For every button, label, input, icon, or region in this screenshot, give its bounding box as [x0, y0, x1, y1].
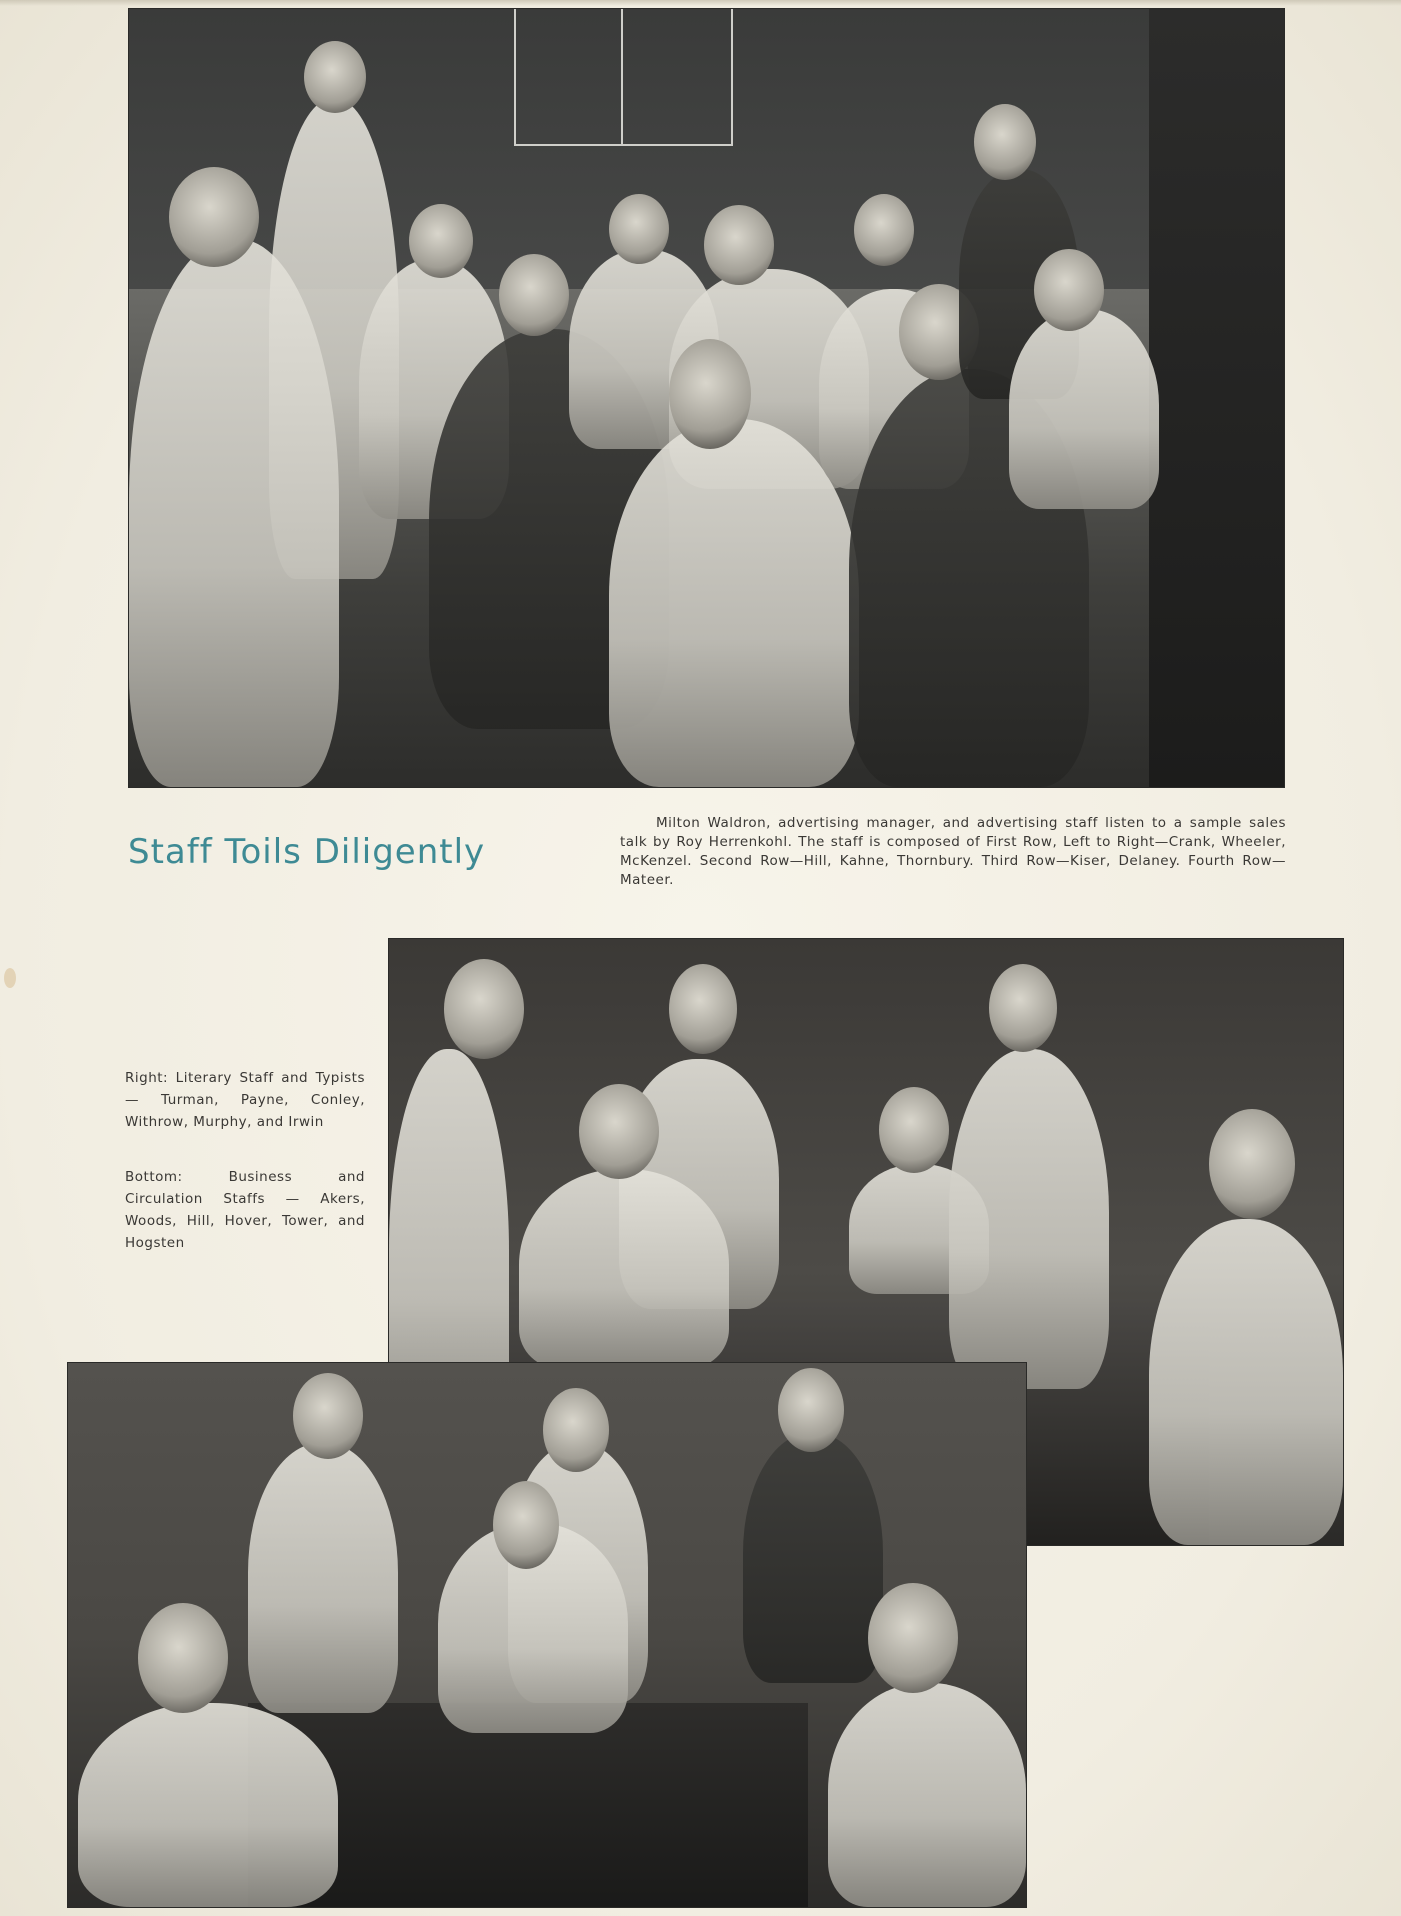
advertising-staff-photo — [128, 8, 1285, 788]
student-head — [1034, 249, 1104, 331]
typist-student — [1149, 1219, 1343, 1545]
student-head — [989, 964, 1057, 1052]
paper-stain — [4, 968, 16, 988]
student-head — [1209, 1109, 1295, 1219]
student-head — [854, 194, 914, 266]
student-head — [169, 167, 259, 267]
advertising-staff-caption: Milton Waldron, advertising manager, and advertising staff listen to a sample sales talk by Roy Herrenkohl. The staff is composed of First Row, Left to Right—Crank, Wheeler, McKenzel. Second Row—Hill, Kahne, Thornbury. Third Row—Kiser, Delaney. Fourth Row—Mateer. — [620, 814, 1286, 888]
student-head — [444, 959, 524, 1059]
student-head — [609, 194, 669, 264]
standing-student — [743, 1433, 883, 1683]
student-head — [138, 1603, 228, 1713]
student-head — [669, 339, 751, 449]
standing-student — [248, 1443, 398, 1713]
dark-wall — [1149, 9, 1284, 787]
seated-student — [1009, 309, 1159, 509]
literary-staff-caption: Right: Literary Staff and Typists — Turman, Payne, Conley, Withrow, Murphy, and Irwin — [125, 1069, 365, 1130]
business-staff-photo — [67, 1362, 1027, 1908]
student-head — [974, 104, 1036, 180]
student-head — [868, 1583, 958, 1693]
page-headline: Staff Toils Diligently — [128, 832, 486, 872]
student-head — [499, 254, 569, 336]
student-head — [579, 1084, 659, 1179]
student-head — [778, 1368, 844, 1452]
student-head — [409, 204, 473, 278]
student-head — [493, 1481, 559, 1569]
student-head — [304, 41, 366, 113]
student-head — [879, 1087, 949, 1173]
seated-student — [519, 1169, 729, 1369]
seated-student — [609, 419, 859, 787]
seated-student — [78, 1703, 338, 1907]
chalk-drawing — [514, 9, 733, 146]
business-staff-caption: Bottom: Business and Circulation Staffs — Akers, Woods, Hill, Hover, Tower, and Hogsten — [125, 1168, 365, 1251]
student-head — [704, 205, 774, 285]
page-edge — [0, 0, 1401, 6]
student-head — [293, 1373, 363, 1459]
standing-student — [949, 1049, 1109, 1389]
seated-student-left — [129, 239, 339, 787]
student-head — [669, 964, 737, 1054]
student-head — [543, 1388, 609, 1472]
seated-student — [828, 1683, 1026, 1907]
